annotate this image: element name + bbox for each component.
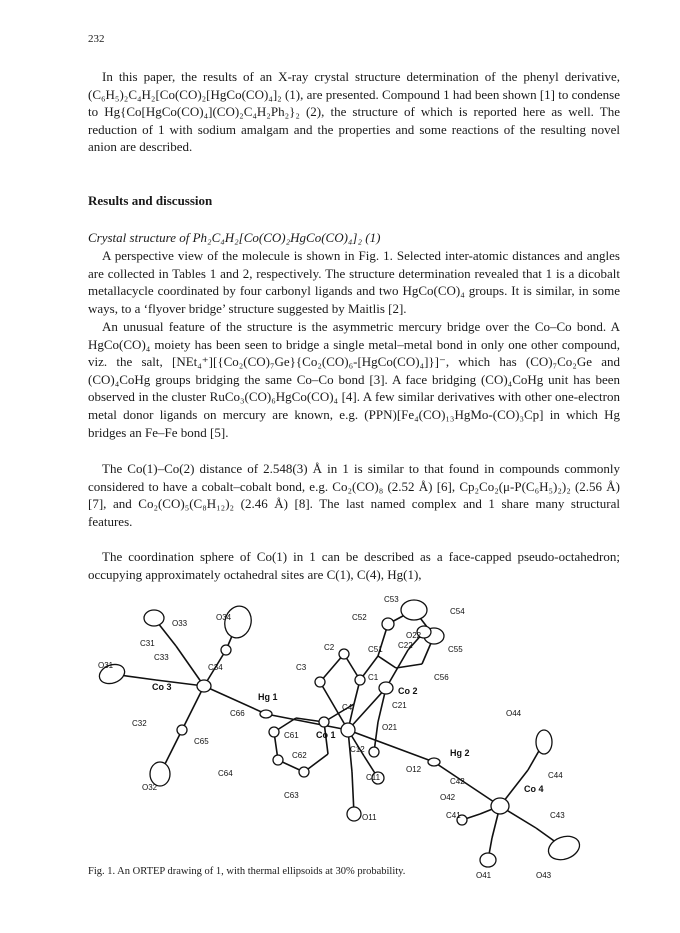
atoms (97, 600, 583, 867)
body-paragraph-2: An unusual feature of the structure is the asymmetric mercury bridge over the Co–Co bond. A HgCo(CO)₄ moiety has been seen to bridge a single metal–metal bond in only one other compound, viz. the salt, [NEt₄⁺][{Co₂(CO)₇Ge}{Co₂(CO)₆-[HgCo(CO)₄]}]⁻, which has (CO)₇Co₂Ge and (CO)₄CoHg groups bridging the same Co–Co bond [3]. A face bridging (CO)₄CoHg unit has been observed in the cluster RuCo₃(CO)₆HgCo(CO)₄ [4]. A few similar derivatives with other one-electron metal donor ligands on mercury are known, e.g. (PPN)[Fe₄(CO)₁₃HgMo-(CO)₃Cp] in which Hg bridges an Fe–Fe bond [5]. (88, 319, 620, 440)
label-c1: C1 (368, 673, 379, 682)
label-c11: C11 (366, 773, 381, 782)
ortep-figure (88, 592, 608, 892)
label-c3: C3 (296, 663, 307, 672)
label-o32: O32 (142, 783, 158, 792)
label-co3: Co 3 (152, 682, 172, 692)
figure-caption: Fig. 1. An ORTEP drawing of 1, with thermal ellipsoids at 30% probability. (88, 866, 406, 877)
atom-labels (98, 595, 565, 880)
label-o43: O43 (536, 871, 552, 880)
label-co1: Co 1 (316, 730, 336, 740)
label-c22: C22 (398, 641, 413, 650)
label-o21: O21 (382, 723, 398, 732)
label-c62: C62 (292, 751, 307, 760)
label-c41: C41 (446, 811, 461, 820)
label-c56: C56 (434, 673, 449, 682)
subsection-heading: Crystal structure of Ph₂C₄H₂[Co(CO)₂HgCo(CO)₄]₂ (1) (88, 230, 381, 245)
label-hg2: Hg 2 (450, 748, 470, 758)
label-o12: O12 (406, 765, 422, 774)
intro-paragraph: In this paper, the results of an X-ray crystal structure determination of the phenyl derivative, (C₆H₅)₂C₄H₂[Co(CO)₂[HgCo(CO)₄]₂ (1), are presented. Compound 1 had been shown [1] to condense to Hg{Co[HgCo(CO)₄](CO)₂C₄H₂Ph₂}₂ (2), the structure of which is reported here as well. The reduction of 1 with sodium amalgam and the properties and some reactions of the resulting novel anion are described. (88, 69, 620, 155)
label-c64: C64 (218, 769, 233, 778)
body-paragraph-4: The coordination sphere of Co(1) in 1 can be described as a face-capped pseudo-octahedron; occupying approximately octahedral sites are C(1), C(4), Hg(1), (88, 549, 620, 582)
label-c21: C21 (392, 701, 407, 710)
label-o22: O22 (406, 631, 422, 640)
label-o41: O41 (476, 871, 492, 880)
label-c12: C12 (350, 745, 365, 754)
label-c31: C31 (140, 639, 155, 648)
body-paragraph-1: A perspective view of the molecule is shown in Fig. 1. Selected inter-atomic distances and angles are collected in Tables 1 and 2, respectively. The structure determination revealed that 1 is a dicobalt metallacycle coordinated by four carbonyl ligands and two HgCo(CO)₄ groups. It is similar, in some ways, to a ‘flyover bridge’ structure suggested by Maitlis [2]. (88, 248, 620, 316)
label-c63: C63 (284, 791, 299, 800)
label-c34: C34 (208, 663, 223, 672)
label-co2: Co 2 (398, 686, 418, 696)
label-c33: C33 (154, 653, 169, 662)
label-c51: C51 (368, 645, 383, 654)
label-c44: C44 (548, 771, 563, 780)
label-o11: O11 (362, 813, 377, 822)
label-o34: O34 (216, 613, 232, 622)
body-paragraph-3: The Co(1)–Co(2) distance of 2.548(3) Å in 1 is similar to that found in compounds commonly considered to have a cobalt–cobalt bond, e.g. Co₂(CO)₈ (2.52 Å) [6], Cp₂Co₂(μ-P(C₆H₅)₂)₂ (2.56 Å) [7], and Co₂(CO)₅(C₈H₁₂)₂ (2.46 Å) [8]. The last named complex and 1 share many structural features. (88, 461, 620, 529)
label-c66: C66 (230, 709, 245, 718)
label-c2: C2 (324, 643, 335, 652)
label-o42: O42 (440, 793, 456, 802)
label-c54: C54 (450, 607, 465, 616)
section-heading: Results and discussion (88, 193, 213, 208)
label-o31: O31 (98, 661, 114, 670)
label-o44: O44 (506, 709, 522, 718)
label-c43: C43 (550, 811, 565, 820)
label-hg1: Hg 1 (258, 692, 278, 702)
label-c32: C32 (132, 719, 147, 728)
label-c42: C42 (450, 777, 465, 786)
label-c61: C61 (284, 731, 299, 740)
page-number: 232 (88, 33, 105, 45)
label-c52: C52 (352, 613, 367, 622)
label-o33: O33 (172, 619, 188, 628)
label-c53: C53 (384, 595, 399, 604)
label-co4: Co 4 (524, 784, 544, 794)
label-c4: C4 (342, 703, 353, 712)
label-c55: C55 (448, 645, 463, 654)
label-c65: C65 (194, 737, 209, 746)
